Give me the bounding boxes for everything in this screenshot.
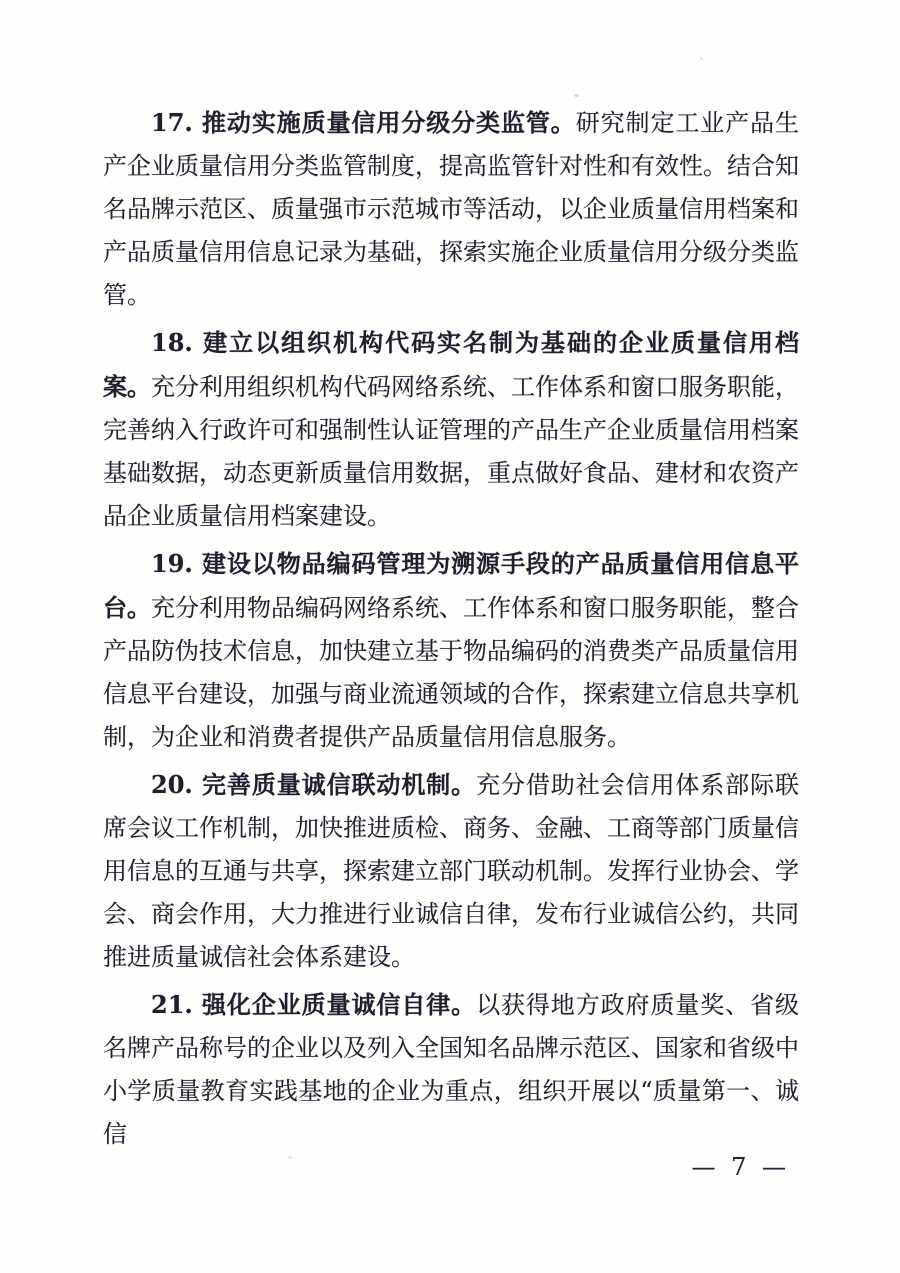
paragraph-17-heading: 17. 推动实施质量信用分级分类监管。 xyxy=(151,108,576,137)
paragraph-17-text: 研究制定工业产品生产企业质量信用分类监管制度，提高监管针对性和有效性。结合知名品牌示范区、质量强市示范城市等活动，以企业质量信用档案和产品质量信用信息记录为基础，探索实施企业质量信用分级分类监管。 xyxy=(103,109,799,309)
paragraph-17 xyxy=(103,101,799,317)
page-number: — 7 — xyxy=(691,1153,786,1181)
paragraph-19 xyxy=(103,542,799,759)
document-body xyxy=(103,101,799,1156)
paragraph-21 xyxy=(103,983,799,1156)
paragraph-20-text: 充分借助社会信用体系部际联席会议工作机制，加快推进质检、商务、金融、工商等部门质量信用信息的互通与共享，探索建立部门联动机制。发挥行业协会、学会、商会作用，大力推进行业诚信自律，发布行业诚信公约，共同推进质量诚信社会体系建设。 xyxy=(103,771,800,971)
paragraph-19-heading: 19. 建设以物品编码管理为溯源手段的产品质量信用信息平台。 xyxy=(103,549,799,622)
scan-speck xyxy=(700,57,703,60)
paragraph-18 xyxy=(103,321,799,538)
paragraph-21-text: 以获得地方政府质量奖、省级名牌产品称号的企业以及列入全国知名品牌示范区、国家和省级中小学质量教育实践基地的企业为重点，组织开展以“质量第一、诚信 xyxy=(103,991,800,1148)
paragraph-19-text: 充分利用物品编码网络系统、工作体系和窗口服务职能，整合产品防伪技术信息，加快建立基于物品编码的消费类产品质量信用信息平台建设，加强与商业流通领域的合作，探索建立信息共享机制，为企业和消费者提供产品质量信用信息服务。 xyxy=(103,594,799,751)
paragraph-18-text: 充分利用组织机构代码网络系统、工作体系和窗口服务职能，完善纳入行政许可和强制性认证管理的产品生产企业质量信用档案基础数据，动态更新质量信用数据，重点做好食品、建材和农资产品企业质量信用档案建设。 xyxy=(103,373,799,530)
paragraph-20 xyxy=(103,763,799,979)
paragraph-20-heading: 20. 完善质量诚信联动机制。 xyxy=(151,770,477,799)
paragraph-18-heading: 18. 建立以组织机构代码实名制为基础的企业质量信用档案。 xyxy=(103,328,799,401)
scan-speck xyxy=(288,1156,292,1159)
scan-speck xyxy=(694,394,698,397)
paragraph-21-heading: 21. 强化企业质量诚信自律。 xyxy=(151,990,477,1019)
scan-speck xyxy=(574,94,579,97)
